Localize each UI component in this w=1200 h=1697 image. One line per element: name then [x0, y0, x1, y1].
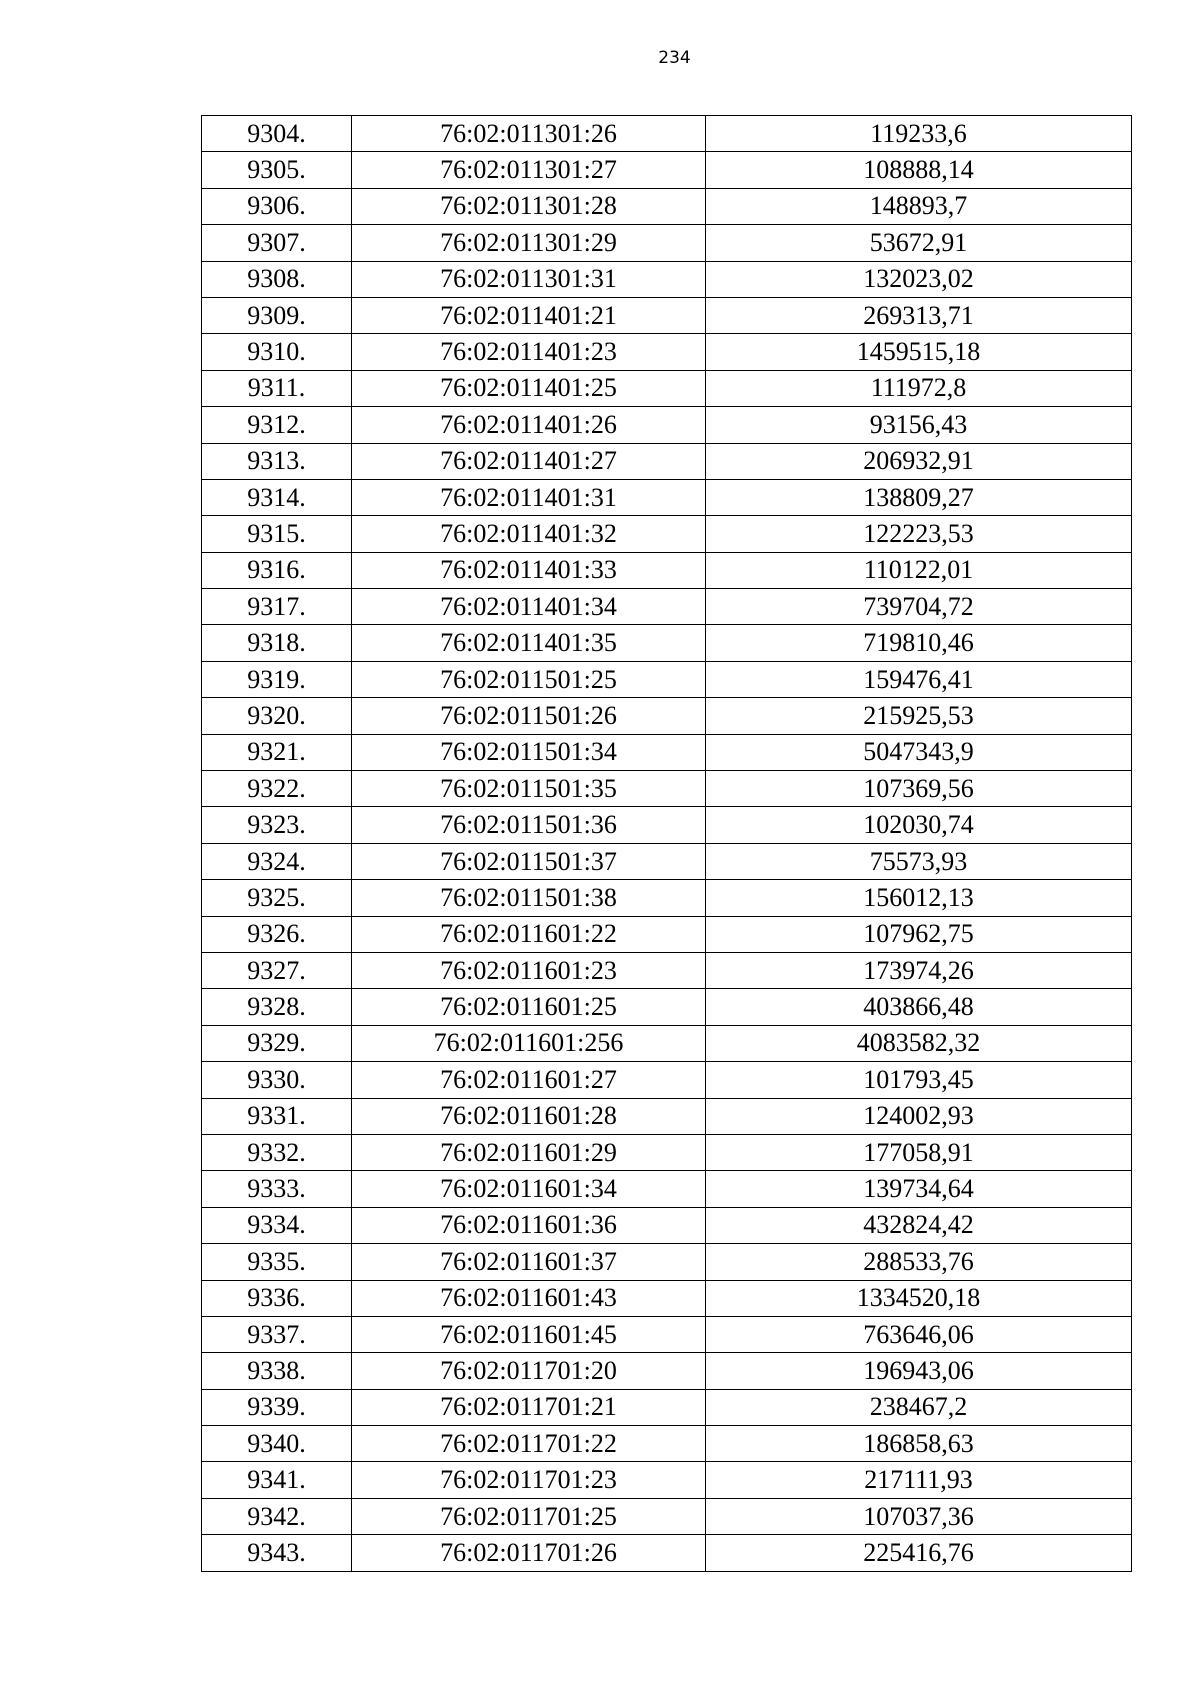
value-cell: 269313,71 — [706, 297, 1132, 333]
cadastral-number-cell: 76:02:011401:31 — [352, 479, 706, 515]
table-row — [202, 625, 1132, 661]
row-number-cell: 9311. — [202, 370, 352, 406]
table-row — [202, 1025, 1132, 1061]
value-cell: 107369,56 — [706, 771, 1132, 807]
value-cell: 225416,76 — [706, 1535, 1132, 1571]
table-row — [202, 552, 1132, 588]
table-row — [202, 916, 1132, 952]
value-cell: 110122,01 — [706, 552, 1132, 588]
row-number-cell: 9320. — [202, 698, 352, 734]
cadastral-number-cell: 76:02:011701:22 — [352, 1426, 706, 1462]
row-number-cell: 9315. — [202, 516, 352, 552]
cadastral-number-cell: 76:02:011501:35 — [352, 771, 706, 807]
value-cell: 102030,74 — [706, 807, 1132, 843]
table-row — [202, 771, 1132, 807]
value-cell: 75573,93 — [706, 843, 1132, 879]
row-number-cell: 9308. — [202, 261, 352, 297]
cadastral-number-cell: 76:02:011401:23 — [352, 334, 706, 370]
table-row — [202, 1353, 1132, 1389]
table-row — [202, 589, 1132, 625]
row-number-cell: 9316. — [202, 552, 352, 588]
cadastral-number-cell: 76:02:011301:28 — [352, 188, 706, 224]
cadastral-number-cell: 76:02:011701:25 — [352, 1498, 706, 1534]
cadastral-number-cell: 76:02:011601:22 — [352, 916, 706, 952]
table-row — [202, 952, 1132, 988]
row-number-cell: 9332. — [202, 1134, 352, 1170]
table-row — [202, 1316, 1132, 1352]
row-number-cell: 9321. — [202, 734, 352, 770]
cadastral-number-cell: 76:02:011501:37 — [352, 843, 706, 879]
table-row — [202, 734, 1132, 770]
table-row — [202, 370, 1132, 406]
row-number-cell: 9319. — [202, 661, 352, 697]
row-number-cell: 9304. — [202, 116, 352, 152]
value-cell: 107037,36 — [706, 1498, 1132, 1534]
value-cell: 138809,27 — [706, 479, 1132, 515]
row-number-cell: 9341. — [202, 1462, 352, 1498]
cadastral-number-cell: 76:02:011301:29 — [352, 225, 706, 261]
table-row — [202, 116, 1132, 152]
value-cell: 93156,43 — [706, 407, 1132, 443]
row-number-cell: 9323. — [202, 807, 352, 843]
table-row — [202, 807, 1132, 843]
cadastral-number-cell: 76:02:011601:34 — [352, 1171, 706, 1207]
row-number-cell: 9327. — [202, 952, 352, 988]
table-row — [202, 1498, 1132, 1534]
table-row — [202, 843, 1132, 879]
cadastral-number-cell: 76:02:011501:36 — [352, 807, 706, 843]
value-cell: 739704,72 — [706, 589, 1132, 625]
row-number-cell: 9314. — [202, 479, 352, 515]
row-number-cell: 9340. — [202, 1426, 352, 1462]
table-row — [202, 443, 1132, 479]
value-cell: 4083582,32 — [706, 1025, 1132, 1061]
cadastral-number-cell: 76:02:011601:45 — [352, 1316, 706, 1352]
value-cell: 763646,06 — [706, 1316, 1132, 1352]
table-row — [202, 152, 1132, 188]
table-row — [202, 516, 1132, 552]
cadastral-number-cell: 76:02:011701:23 — [352, 1462, 706, 1498]
value-cell: 111972,8 — [706, 370, 1132, 406]
value-cell: 1459515,18 — [706, 334, 1132, 370]
value-cell: 156012,13 — [706, 880, 1132, 916]
value-cell: 124002,93 — [706, 1098, 1132, 1134]
value-cell: 215925,53 — [706, 698, 1132, 734]
row-number-cell: 9334. — [202, 1207, 352, 1243]
row-number-cell: 9312. — [202, 407, 352, 443]
cadastral-number-cell: 76:02:011401:21 — [352, 297, 706, 333]
row-number-cell: 9324. — [202, 843, 352, 879]
page-number: 234 — [658, 48, 691, 68]
cadastral-number-cell: 76:02:011701:20 — [352, 1353, 706, 1389]
cadastral-number-cell: 76:02:011401:27 — [352, 443, 706, 479]
row-number-cell: 9322. — [202, 771, 352, 807]
cadastral-number-cell: 76:02:011601:29 — [352, 1134, 706, 1170]
row-number-cell: 9307. — [202, 225, 352, 261]
table-row — [202, 261, 1132, 297]
cadastral-number-cell: 76:02:011401:32 — [352, 516, 706, 552]
cadastral-number-cell: 76:02:011601:43 — [352, 1280, 706, 1316]
cadastral-number-cell: 76:02:011601:256 — [352, 1025, 706, 1061]
row-number-cell: 9309. — [202, 297, 352, 333]
row-number-cell: 9318. — [202, 625, 352, 661]
table-row — [202, 1207, 1132, 1243]
table-row — [202, 297, 1132, 333]
value-cell: 5047343,9 — [706, 734, 1132, 770]
cadastral-number-cell: 76:02:011501:25 — [352, 661, 706, 697]
cadastral-number-cell: 76:02:011501:34 — [352, 734, 706, 770]
value-cell: 119233,6 — [706, 116, 1132, 152]
value-cell: 108888,14 — [706, 152, 1132, 188]
value-cell: 186858,63 — [706, 1426, 1132, 1462]
table-row — [202, 880, 1132, 916]
row-number-cell: 9310. — [202, 334, 352, 370]
value-cell: 139734,64 — [706, 1171, 1132, 1207]
table-row — [202, 698, 1132, 734]
value-cell: 122223,53 — [706, 516, 1132, 552]
row-number-cell: 9317. — [202, 589, 352, 625]
cadastral-number-cell: 76:02:011401:34 — [352, 589, 706, 625]
table-row — [202, 1062, 1132, 1098]
cadastral-number-cell: 76:02:011601:25 — [352, 989, 706, 1025]
table-row — [202, 1535, 1132, 1571]
table-row — [202, 1171, 1132, 1207]
value-cell: 159476,41 — [706, 661, 1132, 697]
value-cell: 217111,93 — [706, 1462, 1132, 1498]
cadastral-number-cell: 76:02:011401:35 — [352, 625, 706, 661]
row-number-cell: 9337. — [202, 1316, 352, 1352]
value-cell: 107962,75 — [706, 916, 1132, 952]
cadastral-number-cell: 76:02:011501:26 — [352, 698, 706, 734]
cadastral-number-cell: 76:02:011701:26 — [352, 1535, 706, 1571]
table-body — [202, 116, 1132, 1572]
table-row — [202, 661, 1132, 697]
value-cell: 177058,91 — [706, 1134, 1132, 1170]
row-number-cell: 9326. — [202, 916, 352, 952]
cadastral-number-cell: 76:02:011301:31 — [352, 261, 706, 297]
table-row — [202, 1134, 1132, 1170]
value-cell: 101793,45 — [706, 1062, 1132, 1098]
table-row — [202, 1280, 1132, 1316]
value-cell: 403866,48 — [706, 989, 1132, 1025]
row-number-cell: 9342. — [202, 1498, 352, 1534]
cadastral-number-cell: 76:02:011701:21 — [352, 1389, 706, 1425]
row-number-cell: 9335. — [202, 1244, 352, 1280]
table-row — [202, 188, 1132, 224]
value-cell: 148893,7 — [706, 188, 1132, 224]
value-cell: 1334520,18 — [706, 1280, 1132, 1316]
cadastral-number-cell: 76:02:011601:27 — [352, 1062, 706, 1098]
row-number-cell: 9306. — [202, 188, 352, 224]
table-row — [202, 225, 1132, 261]
table-row — [202, 1244, 1132, 1280]
table-row — [202, 407, 1132, 443]
row-number-cell: 9325. — [202, 880, 352, 916]
cadastral-number-cell: 76:02:011301:27 — [352, 152, 706, 188]
row-number-cell: 9339. — [202, 1389, 352, 1425]
row-number-cell: 9329. — [202, 1025, 352, 1061]
cadastral-number-cell: 76:02:011301:26 — [352, 116, 706, 152]
cadastral-number-cell: 76:02:011601:37 — [352, 1244, 706, 1280]
value-cell: 238467,2 — [706, 1389, 1132, 1425]
cadastral-number-cell: 76:02:011401:25 — [352, 370, 706, 406]
cadastral-number-cell: 76:02:011601:28 — [352, 1098, 706, 1134]
row-number-cell: 9336. — [202, 1280, 352, 1316]
value-cell: 288533,76 — [706, 1244, 1132, 1280]
value-cell: 173974,26 — [706, 952, 1132, 988]
table-row — [202, 1462, 1132, 1498]
row-number-cell: 9333. — [202, 1171, 352, 1207]
table-row — [202, 334, 1132, 370]
table-row — [202, 479, 1132, 515]
row-number-cell: 9330. — [202, 1062, 352, 1098]
table-row — [202, 1426, 1132, 1462]
cadastral-number-cell: 76:02:011401:26 — [352, 407, 706, 443]
row-number-cell: 9305. — [202, 152, 352, 188]
cadastral-number-cell: 76:02:011601:23 — [352, 952, 706, 988]
value-cell: 132023,02 — [706, 261, 1132, 297]
row-number-cell: 9328. — [202, 989, 352, 1025]
value-cell: 432824,42 — [706, 1207, 1132, 1243]
row-number-cell: 9338. — [202, 1353, 352, 1389]
cadastral-number-cell: 76:02:011601:36 — [352, 1207, 706, 1243]
table-row — [202, 989, 1132, 1025]
cadastral-number-cell: 76:02:011401:33 — [352, 552, 706, 588]
cadastral-number-cell: 76:02:011501:38 — [352, 880, 706, 916]
row-number-cell: 9331. — [202, 1098, 352, 1134]
row-number-cell: 9343. — [202, 1535, 352, 1571]
row-number-cell: 9313. — [202, 443, 352, 479]
cadastral-value-table — [201, 115, 1132, 1572]
value-cell: 719810,46 — [706, 625, 1132, 661]
value-cell: 206932,91 — [706, 443, 1132, 479]
table-row — [202, 1098, 1132, 1134]
value-cell: 196943,06 — [706, 1353, 1132, 1389]
value-cell: 53672,91 — [706, 225, 1132, 261]
table-row — [202, 1389, 1132, 1425]
